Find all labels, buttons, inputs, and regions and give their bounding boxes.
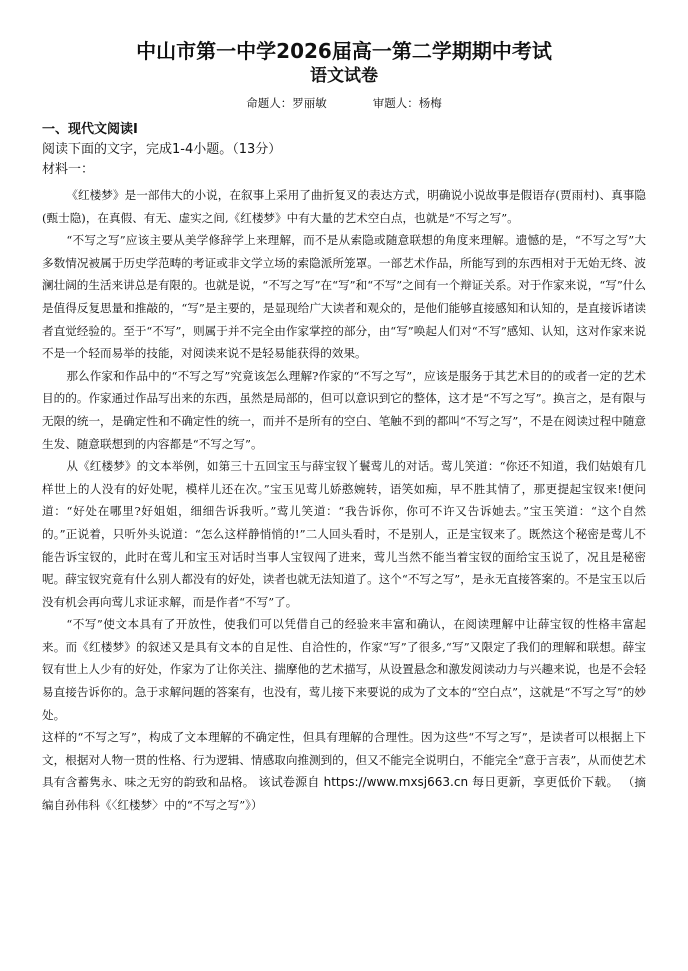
paragraph-2: “不写之写”应该主要从美学修辞学上来理解，而不是从索隐或随意联想的角度来理解。遗憾的是，“不写之写”大多数情况被属于历史学范畴的考证或非文学立场的索隐派所笼罩。一部艺术作品，所能写到的东西相对于无始无终、波澜壮阔的生活来讲总是有限的。也就是说，“不写之写”在“写”和“不写”之间有一个辩证关系。对于作家来说，“写”什么是值得反复思量和推敲的，“写”是主要的，是显现给广大读者和观众的，是他们能够直接感知和认知的，是直接诉诸读者直觉经验的。至于“不写”，则属于并不完全由作家掌控的部分，由“写”唤起人们对“不写”感知、认知，这对作家来说不是一个轻而易举的技能，对阅读来说不是轻易能获得的效果。 — [42, 233, 646, 361]
paragraph-3: 那么作家和作品中的“不写之写”究竟该怎么理解?作家的“不写之写”，应该是服务于其艺术目的的或者一定的艺术目的的。作家通过作品写出来的东西，虽然是局部的，但可以意识到它的整体，这才是“不写之写”。换言之，是有限与无限的统一，是确定性和不确定性的统一，而并不是所有的空白、笔触不到的都叫“不写之写”，不是在阅读过程中随意生发、随意联想到的内容都是“不写之写”。 — [42, 368, 646, 451]
closing-block — [42, 726, 646, 816]
section-instruction: 阅读下面的文字，完成1-4小题。（13分） — [42, 142, 282, 157]
question-reviewer: 审题人：杨梅 — [372, 96, 442, 110]
exam-subtitle: 语文试卷 — [310, 66, 378, 86]
paragraph-4: 从《红楼梦》的文本举例，如第三十五回宝玉与薛宝钗丫鬟莺儿的对话。莺儿笑道：“你还不知道，我们姑娘有几样世上的人没有的好处呢，模样儿还在次。”宝玉见莺儿娇憨婉转，语笑如痴，早不胜其情了，那更提起宝钗来!便问道：“好处在哪里?好姐姐，细细告诉我听。”莺儿笑道：“我告诉你，你可不许又告诉她去。”宝玉笑道：“这个自然的。”正说着，只听外头说道：“怎么这样静悄悄的!”二人回头看时，不是别人，正是宝钗来了。既然这个秘密是莺儿不能告诉宝钗的，此时在莺儿和宝玉对话时当事人宝钗闯了进来，莺儿当然不能当着宝钗的面给宝玉说了，况且是秘密呢。薛宝钗究竟有什么别人都没有的好处，读者也就无法知道了。这个“不写之写”，是永无直接答案的。不是宝玉以后没有机会再向莺儿求证求解，而是作者“不写”了。 — [42, 459, 646, 609]
exam-title: 中山市第一中学2026届高一第二学期期中考试 — [136, 39, 552, 63]
paragraph-5: “不写”使文本具有了开放性，使我们可以凭借自己的经验来丰富和确认，在阅读理解中让薛宝钗的性格丰富起来。而《红楼梦》的叙述又是具有文本的自足性、自洽性的，作家“写”了很多,“写”又限定了我们的理解和联想。薛宝钗有世上人少有的好处，作家为了让你关注、揣摩他的艺术描写，从设置悬念和激发阅读动力与兴趣来说，也是不会轻易直接告诉你的。急于求解问题的答案有，也没有，莺儿接下来要说的成为了文本的“空白点”，这就是“不写之写”的妙处。 — [42, 617, 646, 722]
paragraph-1: 《红楼梦》是一部伟大的小说，在叙事上采用了曲折复叉的表达方式，明确说小说故事是假语存(贾雨村)、真事隐(甄士隐)，在真假、有无、虚实之间,《红楼梦》中有大量的艺术空白点，也就是“不写之写”。 — [42, 188, 646, 225]
exam-staff — [42, 92, 646, 114]
source-watermark: 该试卷源自 https://www.mxsj663.cn 每日更新，享更低价下载。 — [258, 775, 619, 790]
source-citation: （摘编自孙伟科《〈红楼梦〉中的“不写之写”》） — [42, 775, 646, 813]
section-heading: 一、现代文阅读Ⅰ — [42, 122, 138, 137]
material-label: 材料一： — [42, 162, 95, 177]
paragraph-6: 这样的“不写之写”，构成了文本理解的不确定性，但具有理解的合理性。因为这些“不写之写”，是读者可以根据上下文，根据对人物一贯的性格、行为逻辑、情感取向推测到的，但又不能完全说明白，不能完全“意于言表”，从而使艺术具有含蓄隽永、味之无穷的韵致和品格。 — [42, 730, 646, 790]
question-setter: 命题人：罗丽敏 — [246, 96, 327, 110]
